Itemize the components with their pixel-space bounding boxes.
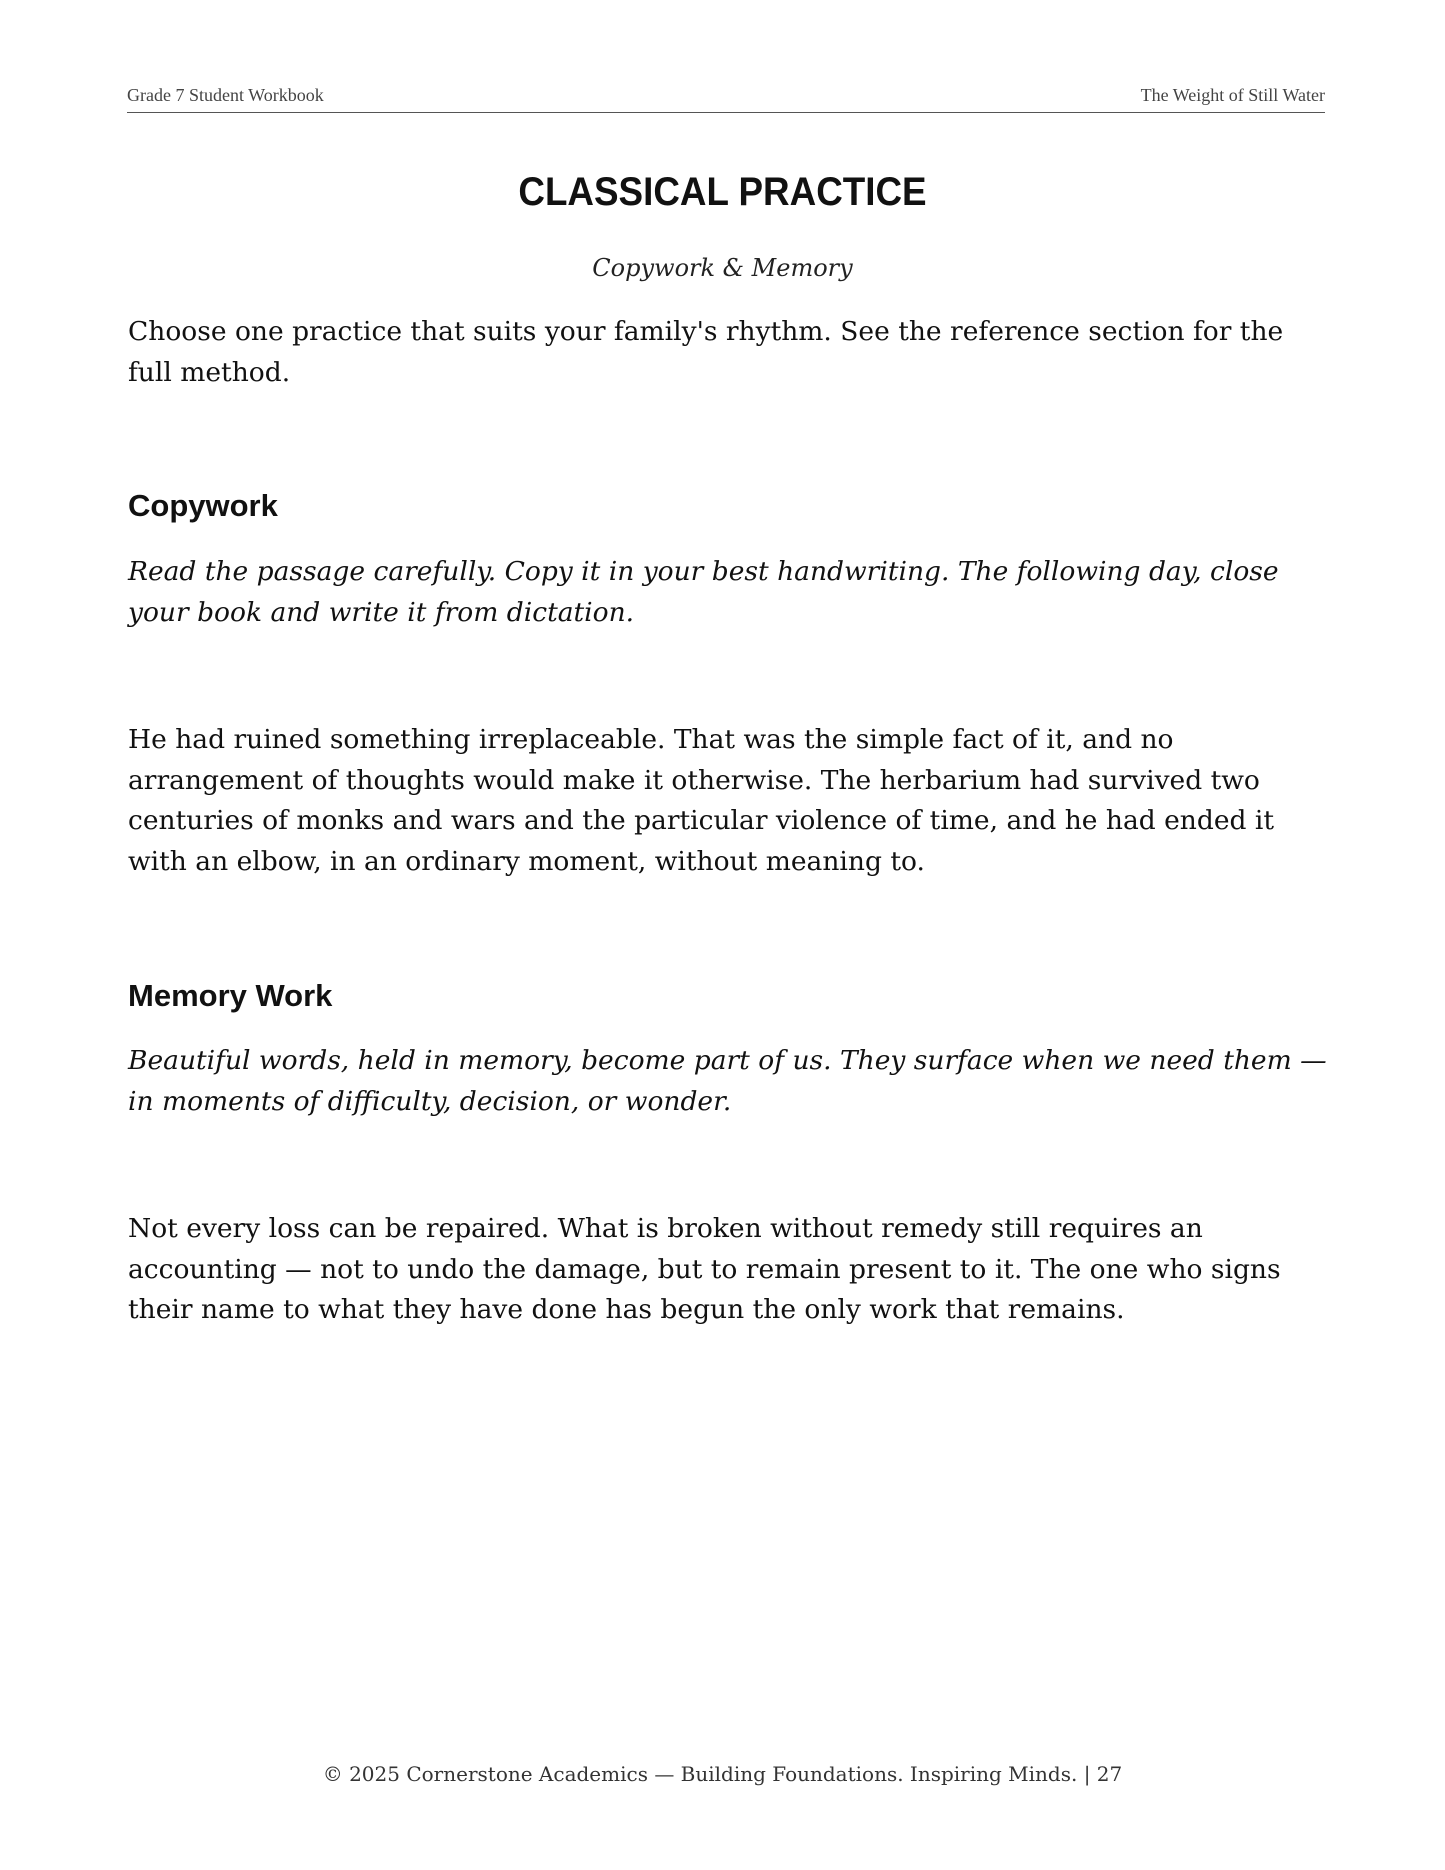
intro-paragraph: Choose one practice that suits your family's rhythm. See the reference section for the full method. bbox=[128, 316, 1284, 388]
running-header bbox=[127, 84, 1325, 113]
page-footer: © 2025 Cornerstone Academics — Building Foundations. Inspiring Minds. | 27 bbox=[322, 1762, 1123, 1786]
memory-work-passage: Not every loss can be repaired. What is broken without remedy still requires an accounting — not to undo the damage, but to remain present to it. The one who signs their name to what they have done has begun the only work that remains. bbox=[128, 1213, 1281, 1325]
page-subtitle: Copywork & Memory bbox=[592, 254, 853, 282]
header-workbook-label: Grade 7 Student Workbook bbox=[127, 85, 324, 105]
page-title: CLASSICAL PRACTICE bbox=[518, 170, 927, 214]
copywork-passage: He had ruined something irreplaceable. That was the simple fact of it, and no arrangement of thoughts would make it otherwise. The herbarium had survived two centuries of monks and wars and the particular violence of time, and he had ended it with an elbow, in an ordinary moment, without meaning to. bbox=[128, 724, 1275, 877]
memory-work-heading: Memory Work bbox=[128, 978, 333, 1013]
copywork-instructions: Read the passage carefully. Copy it in your best handwriting. The following day, close your book and write it from dictation. bbox=[128, 556, 1279, 628]
memory-work-instructions: Beautiful words, held in memory, become part of us. They surface when we need them — in moments of difficulty, decision, or wonder. bbox=[128, 1045, 1327, 1117]
header-story-title: The Weight of Still Water bbox=[1140, 85, 1325, 105]
copywork-heading: Copywork bbox=[128, 488, 278, 523]
